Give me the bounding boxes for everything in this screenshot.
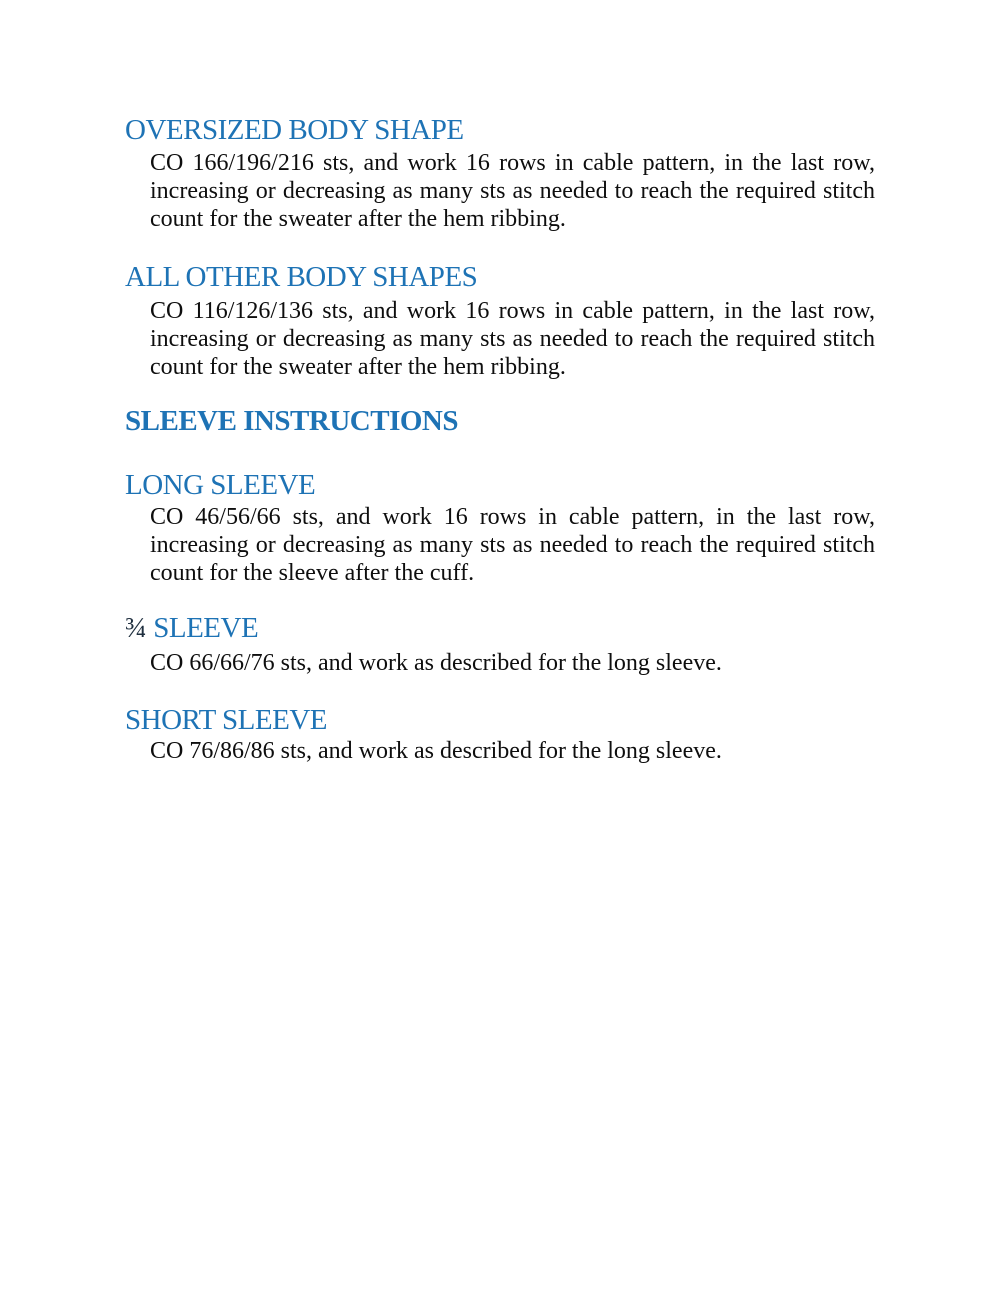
section-heading-long-sleeve: LONG SLEEVE [125, 469, 316, 501]
section-heading-short-sleeve: SHORT SLEEVE [125, 704, 327, 736]
paragraph-short-sleeve: CO 76/86/86 sts, and work as described for the long sleeve. [150, 738, 722, 764]
paragraph-long-sleeve: CO 46/56/66 sts, and work 16 rows in cable pattern, in the last row, increasing or decreasing as many sts as needed to reach the required stitch count for the sleeve after the cuff. [150, 504, 875, 586]
paragraph-three-quarter-sleeve: CO 66/66/76 sts, and work as described for the long sleeve. [150, 650, 722, 676]
paragraph-oversized-body-shape: CO 166/196/216 sts, and work 16 rows in cable pattern, in the last row, increasing or decreasing as many sts as needed to reach the required stitch count for the sweater after the hem ribbing. [150, 150, 875, 232]
section-heading-all-other-body-shapes: ALL OTHER BODY SHAPES [125, 261, 478, 293]
paragraph-all-other-body-shapes: CO 116/126/136 sts, and work 16 rows in cable pattern, in the last row, increasing or decreasing as many sts as needed to reach the required stitch count for the sweater after the hem ribbing. [150, 298, 875, 380]
section-heading-three-quarter-sleeve [125, 614, 258, 643]
section-heading-oversized-body-shape: OVERSIZED BODY SHAPE [125, 114, 464, 146]
three-quarter-fraction-glyph: ¾ [125, 612, 147, 644]
chapter-heading-sleeve-instructions: SLEEVE INSTRUCTIONS [125, 405, 458, 437]
three-quarter-sleeve-label: SLEEVE [153, 612, 259, 644]
